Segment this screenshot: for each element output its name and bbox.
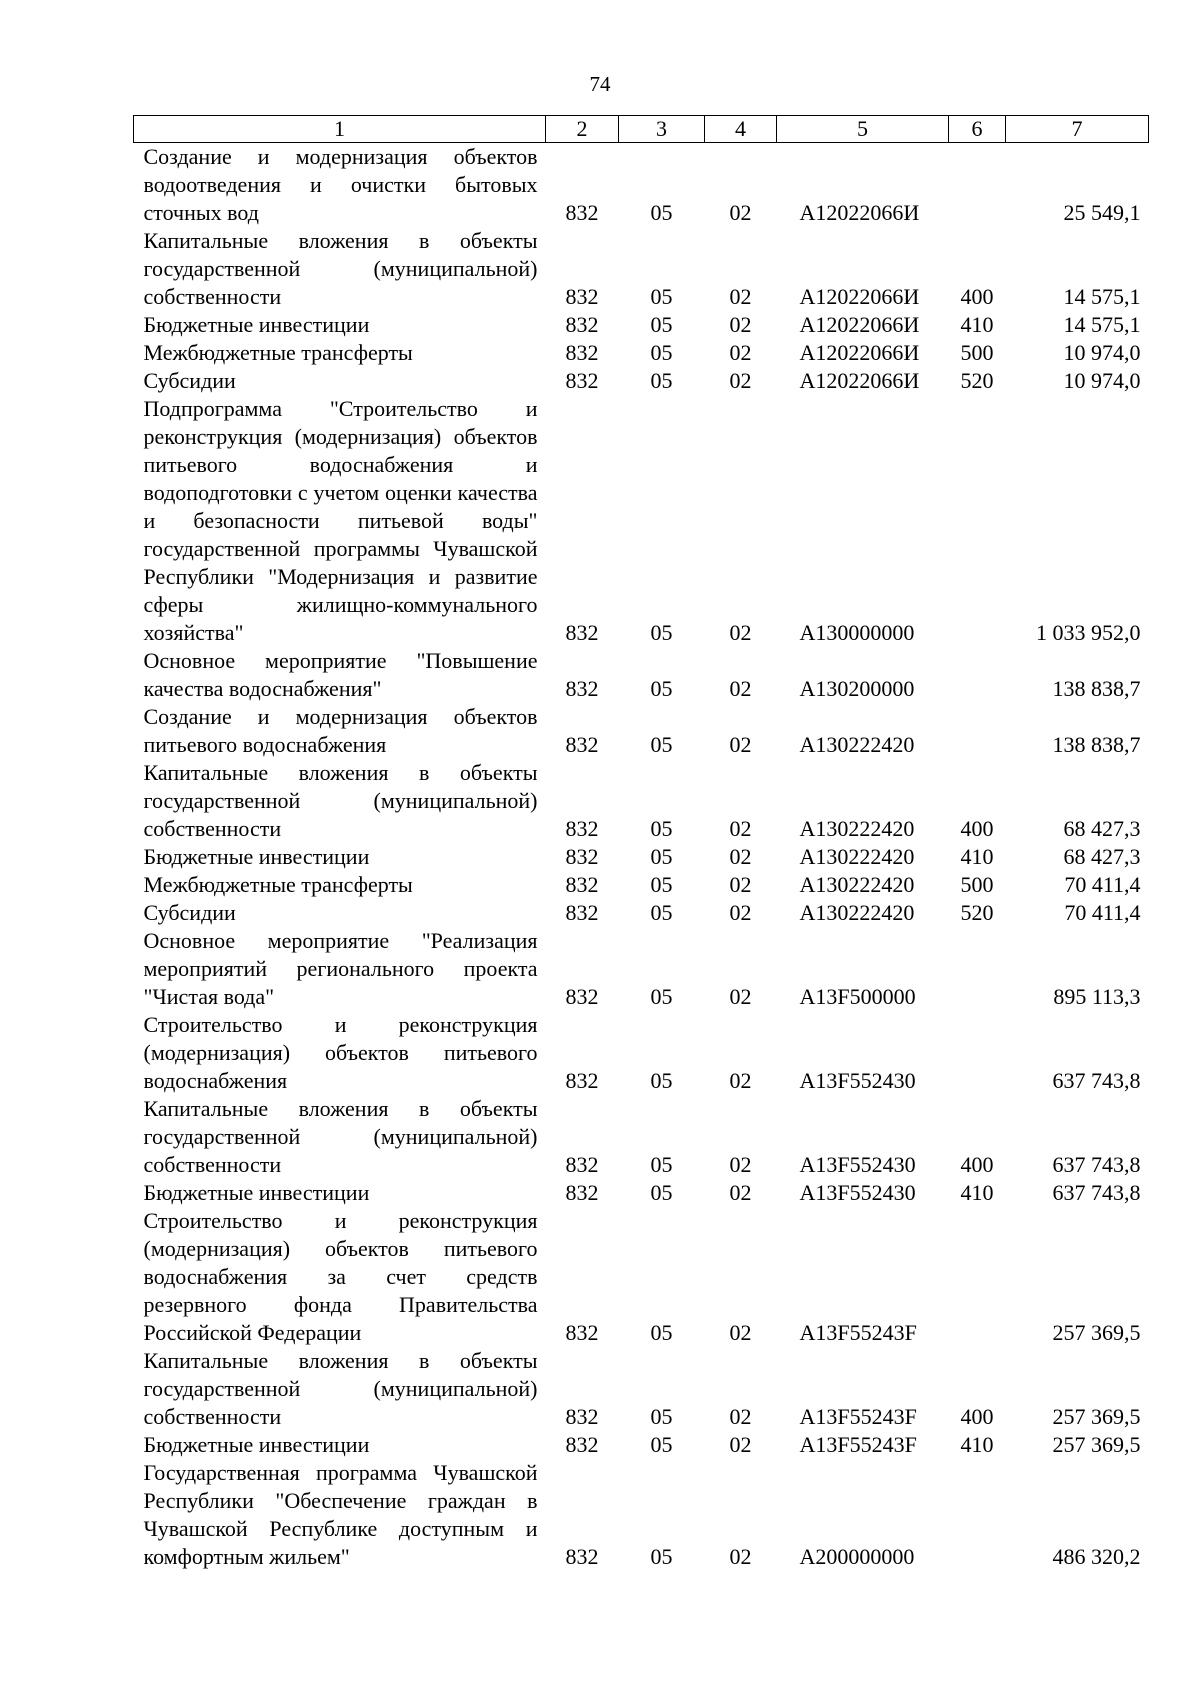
row-ministry-code: 832 <box>565 984 599 1009</box>
row-subsection-code: 02 <box>729 1320 752 1345</box>
row-name: Подпрограмма "Строительство и реконструкция (модернизация) объектов питьевого водоснабжения и водоподготовки с учетом оценки качества и безопасности питьевой воды" государственной программы Чувашской Республики "Модернизация и развитие сферы жилищно-коммунального хозяйства" <box>143 396 538 645</box>
row-section-code: 05 <box>650 900 673 925</box>
row-target-article: А13F55243F <box>799 1432 917 1457</box>
row-expense-type: 400 <box>960 1404 994 1429</box>
row-name: Бюджетные инвестиции <box>143 312 370 337</box>
row-name: Субсидии <box>143 900 236 925</box>
row-name: Межбюджетные трансферты <box>143 340 413 365</box>
row-amount: 70 411,4 <box>1064 872 1141 897</box>
row-expense-type <box>949 927 1006 1011</box>
row-amount: 637 743,8 <box>1052 1068 1141 1093</box>
column-header: 6 <box>949 116 1006 143</box>
row-expense-type: 400 <box>960 284 994 309</box>
row-ministry-code: 832 <box>565 844 599 869</box>
row-name: Капитальные вложения в объекты государственной (муниципальной) собственности <box>143 760 538 841</box>
row-expense-type: 520 <box>960 900 994 925</box>
row-target-article: А13F552430 <box>799 1180 916 1205</box>
row-section-code: 05 <box>650 984 673 1009</box>
row-expense-type <box>949 703 1006 759</box>
row-subsection-code: 02 <box>729 872 752 897</box>
row-ministry-code: 832 <box>565 816 599 841</box>
row-expense-type: 410 <box>960 312 994 337</box>
row-target-article: А12022066И <box>799 200 920 225</box>
row-subsection-code: 02 <box>729 816 752 841</box>
row-amount: 257 369,5 <box>1052 1404 1141 1429</box>
row-ministry-code: 832 <box>565 1544 599 1569</box>
row-subsection-code: 02 <box>729 844 752 869</box>
table-row <box>134 899 1149 927</box>
row-expense-type: 400 <box>960 1152 994 1177</box>
row-amount: 257 369,5 <box>1052 1432 1141 1457</box>
column-header: 1 <box>134 116 546 143</box>
row-subsection-code: 02 <box>729 1180 752 1205</box>
row-target-article: А130222420 <box>799 844 915 869</box>
row-expense-type: 520 <box>960 368 994 393</box>
table-row <box>134 227 1149 311</box>
row-ministry-code: 832 <box>565 340 599 365</box>
row-expense-type <box>949 1459 1006 1571</box>
row-amount: 486 320,2 <box>1052 1544 1141 1569</box>
table-row <box>134 1011 1149 1095</box>
table-row <box>134 703 1149 759</box>
row-amount: 895 113,3 <box>1053 984 1141 1009</box>
row-section-code: 05 <box>650 340 673 365</box>
row-amount: 68 427,3 <box>1063 844 1141 869</box>
row-ministry-code: 832 <box>565 732 599 757</box>
row-section-code: 05 <box>650 312 673 337</box>
row-amount: 1 033 952,0 <box>1036 620 1141 645</box>
row-target-article: А130000000 <box>799 620 915 645</box>
row-amount: 70 411,4 <box>1064 900 1141 925</box>
row-subsection-code: 02 <box>729 1404 752 1429</box>
column-header: 5 <box>777 116 949 143</box>
row-amount: 138 838,7 <box>1052 676 1141 701</box>
row-subsection-code: 02 <box>729 340 752 365</box>
table-row <box>134 1459 1149 1571</box>
row-ministry-code: 832 <box>565 1152 599 1177</box>
table-row <box>134 1347 1149 1431</box>
row-ministry-code: 832 <box>565 620 599 645</box>
row-name: Государственная программа Чувашской Республики "Обеспечение граждан в Чувашской Республике доступным и комфортным жильем" <box>143 1460 538 1569</box>
row-ministry-code: 832 <box>565 1320 599 1345</box>
row-target-article: А200000000 <box>799 1544 915 1569</box>
row-target-article: А13F552430 <box>799 1152 916 1177</box>
row-subsection-code: 02 <box>729 1152 752 1177</box>
row-section-code: 05 <box>650 732 673 757</box>
row-name: Капитальные вложения в объекты государственной (муниципальной) собственности <box>143 1096 538 1177</box>
row-subsection-code: 02 <box>729 284 752 309</box>
row-section-code: 05 <box>650 620 673 645</box>
row-ministry-code: 832 <box>565 676 599 701</box>
row-section-code: 05 <box>650 1432 673 1457</box>
row-target-article: А13F552430 <box>799 1068 916 1093</box>
row-name: Бюджетные инвестиции <box>143 1180 370 1205</box>
row-amount: 14 575,1 <box>1063 312 1141 337</box>
row-name: Межбюджетные трансферты <box>143 872 413 897</box>
row-section-code: 05 <box>650 872 673 897</box>
row-ministry-code: 832 <box>565 284 599 309</box>
row-amount: 68 427,3 <box>1063 816 1141 841</box>
row-ministry-code: 832 <box>565 368 599 393</box>
row-expense-type <box>949 1207 1006 1347</box>
row-target-article: А13F55243F <box>799 1320 917 1345</box>
row-name: Бюджетные инвестиции <box>143 844 370 869</box>
row-target-article: А12022066И <box>799 284 920 309</box>
table-row <box>134 311 1149 339</box>
row-section-code: 05 <box>650 676 673 701</box>
budget-table <box>133 115 1149 1571</box>
row-expense-type: 410 <box>960 1432 994 1457</box>
row-name: Основное мероприятие "Реализация мероприятий регионального проекта "Чистая вода" <box>143 928 538 1009</box>
row-target-article: А13F500000 <box>799 984 916 1009</box>
row-subsection-code: 02 <box>729 1544 752 1569</box>
column-header: 2 <box>546 116 619 143</box>
row-target-article: А12022066И <box>799 340 920 365</box>
row-subsection-code: 02 <box>729 312 752 337</box>
row-name: Капитальные вложения в объекты государственной (муниципальной) собственности <box>143 228 538 309</box>
row-expense-type: 500 <box>960 872 994 897</box>
row-ministry-code: 832 <box>565 1180 599 1205</box>
row-amount: 10 974,0 <box>1063 340 1141 365</box>
row-amount: 14 575,1 <box>1063 284 1141 309</box>
table-row <box>134 647 1149 703</box>
table-row <box>134 1179 1149 1207</box>
row-section-code: 05 <box>650 368 673 393</box>
row-subsection-code: 02 <box>729 984 752 1009</box>
row-target-article: А130222420 <box>799 900 915 925</box>
row-expense-type <box>949 143 1006 228</box>
row-section-code: 05 <box>650 284 673 309</box>
row-ministry-code: 832 <box>565 872 599 897</box>
row-name: Бюджетные инвестиции <box>143 1432 370 1457</box>
row-subsection-code: 02 <box>729 368 752 393</box>
row-amount: 10 974,0 <box>1063 368 1141 393</box>
row-name: Создание и модернизация объектов питьевого водоснабжения <box>143 704 538 757</box>
row-subsection-code: 02 <box>729 620 752 645</box>
row-ministry-code: 832 <box>565 1404 599 1429</box>
column-header: 7 <box>1006 116 1149 143</box>
table-row <box>134 927 1149 1011</box>
row-ministry-code: 832 <box>565 900 599 925</box>
column-header: 4 <box>705 116 777 143</box>
row-ministry-code: 832 <box>565 200 599 225</box>
row-section-code: 05 <box>650 1320 673 1345</box>
row-target-article: А13F55243F <box>799 1404 917 1429</box>
row-expense-type <box>949 647 1006 703</box>
row-name: Основное мероприятие "Повышение качества водоснабжения" <box>143 648 538 701</box>
table-row <box>134 871 1149 899</box>
table-row <box>134 843 1149 871</box>
row-name: Капитальные вложения в объекты государственной (муниципальной) собственности <box>143 1348 538 1429</box>
row-name: Субсидии <box>143 368 236 393</box>
row-name: Строительство и реконструкция (модернизация) объектов питьевого водоснабжения <box>143 1012 538 1093</box>
table-row <box>134 1207 1149 1347</box>
row-section-code: 05 <box>650 844 673 869</box>
row-subsection-code: 02 <box>729 1432 752 1457</box>
row-subsection-code: 02 <box>729 200 752 225</box>
table-header <box>134 116 1149 143</box>
row-expense-type: 500 <box>960 340 994 365</box>
row-section-code: 05 <box>650 1152 673 1177</box>
row-name: Строительство и реконструкция (модернизация) объектов питьевого водоснабжения за счет средств резервного фонда Правительства Российской Федерации <box>143 1208 538 1345</box>
table-body <box>134 143 1149 1572</box>
row-expense-type <box>949 395 1006 647</box>
row-section-code: 05 <box>650 1068 673 1093</box>
row-section-code: 05 <box>650 1180 673 1205</box>
row-section-code: 05 <box>650 816 673 841</box>
table-row <box>134 1095 1149 1179</box>
table-row <box>134 1431 1149 1459</box>
row-subsection-code: 02 <box>729 1068 752 1093</box>
row-name: Создание и модернизация объектов водоотведения и очистки бытовых сточных вод <box>143 144 538 225</box>
row-target-article: А130200000 <box>799 676 915 701</box>
row-amount: 138 838,7 <box>1052 732 1141 757</box>
table-row <box>134 143 1149 228</box>
row-expense-type <box>949 1011 1006 1095</box>
table-row <box>134 395 1149 647</box>
row-target-article: А12022066И <box>799 312 920 337</box>
page-number: 74 <box>589 72 611 96</box>
row-amount: 25 549,1 <box>1063 200 1141 225</box>
table-row <box>134 339 1149 367</box>
row-subsection-code: 02 <box>729 900 752 925</box>
row-amount: 637 743,8 <box>1052 1152 1141 1177</box>
table-row <box>134 367 1149 395</box>
row-amount: 257 369,5 <box>1052 1320 1141 1345</box>
row-ministry-code: 832 <box>565 1068 599 1093</box>
row-target-article: А12022066И <box>799 368 920 393</box>
row-subsection-code: 02 <box>729 732 752 757</box>
row-target-article: А130222420 <box>799 872 915 897</box>
column-header: 3 <box>619 116 705 143</box>
row-target-article: А130222420 <box>799 732 915 757</box>
row-subsection-code: 02 <box>729 676 752 701</box>
row-section-code: 05 <box>650 1404 673 1429</box>
row-expense-type: 400 <box>960 816 994 841</box>
header-row <box>134 116 1149 143</box>
row-section-code: 05 <box>650 1544 673 1569</box>
row-expense-type: 410 <box>960 844 994 869</box>
row-section-code: 05 <box>650 200 673 225</box>
row-expense-type: 410 <box>960 1180 994 1205</box>
row-ministry-code: 832 <box>565 1432 599 1457</box>
row-amount: 637 743,8 <box>1052 1180 1141 1205</box>
row-target-article: А130222420 <box>799 816 915 841</box>
table-row <box>134 759 1149 843</box>
row-ministry-code: 832 <box>565 312 599 337</box>
